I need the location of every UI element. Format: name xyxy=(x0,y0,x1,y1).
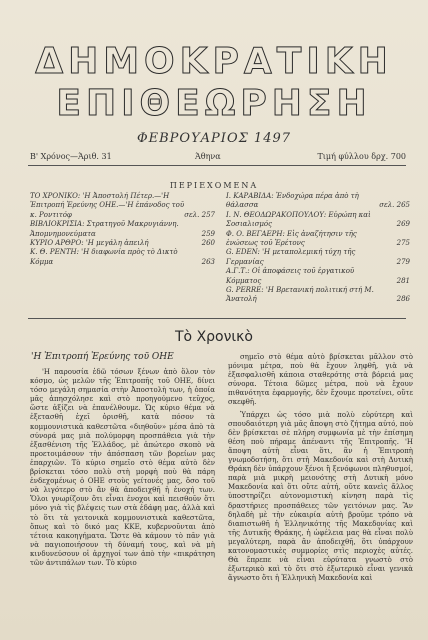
toc-entry-title: Φ. Ο. ΒΕΓΑΕΡΗ: Εἰς ἀναζήτησιν τῆς ἑνώσεως τοῦ Ἐρέτονς xyxy=(226,229,357,248)
toc-entry-page: σελ. 257 xyxy=(184,210,215,219)
toc-entry-page: σελ. 265 xyxy=(379,201,410,210)
toc-entry-title: ΚΥΡΙΟ ΑΡΘΡΟ: 'Η μεγάλη ἀπειλή xyxy=(30,239,149,248)
city: Άθηνα xyxy=(195,152,221,161)
divider xyxy=(28,165,406,166)
toc-entry-title: ΒΙΒΛΙΟΚΡΙΣΙΑ: Στρατηγοῦ Μακρυγιάννη. Ἀπομνημονεύματα xyxy=(30,220,179,238)
toc-entry-title: Ι. Ν. ΘΕΟΔΩΡΑΚΟΠΟΥΛΟΥ: Εὐρώπη καὶ Σοσιαλισμός xyxy=(226,210,371,229)
toc-entry-title: G. PERRE: 'Η Βρετανική πολιτική στή Μ. Ἀνατολή xyxy=(226,286,374,304)
toc-entry-page: 281 xyxy=(396,276,410,285)
volume-number: Β' Χρόνος—Άριθ. 31 xyxy=(30,152,112,161)
toc-entry xyxy=(226,248,410,267)
toc-entry xyxy=(30,192,215,220)
article-paragraph: Ὑπάρχει ὡς τόσο μιὰ πολὺ εὐρύτερη καὶ σπουδαιότερη γιὰ μᾶς ἄποψη στὸ ζήτημα αὐτό, ποὺ δὲν βρίσκεται σὲ πλήρη συμφωνία μὲ τὴν ἐπίσημη θέση ποὺ πήραμε ἀπέναντι τῆς Ἐπιτροπῆς. 'Η ἄποψη αὐτὴ εἶναι ὅτι, ἂν ἡ Ἐπιτροπὴ γνωμοδοτήση, ὅτι στὴ Μακεδονία καὶ στὴ Δυτικὴ Θράκη δὲν ὑπάρχουν ξένοι ἢ ξενόφωνοι πληθυσμοί, παρὰ μιὰ μικρὴ μειονότης στὴ Δυτικὴ μόνο Μακεδονία καὶ ὅτι οὔτε αὐτή, οὔτε κανεὶς ἄλλος ὑποστηρίζει αὐτονομιστικὴ κίνηση παρὰ τὶς δραστήριες προσπάθειες τῶν γειτόνων μας. Ἂν δηλαδὴ μὲ τὴν εὐκαιρία αὐτὴ βροῦμε τρόπο νὰ διαπιστωθῆ ἡ Ἑλληνικότης τῆς Μακεδονίας καὶ τῆς Δυτικῆς Θράκης, ἡ ὠφέλεια μας θὰ εἶναι πολὺ μεγαλύτερη, παρὰ ἂν ἀποδειχθῆ, ὅτι ὑπάρχουν κατονομαστικὲς συμμορίες στὶς περιοχὲς αὐτές. Θὰ ἔπρεπε νὰ εἶναι εὐρύτατα γνωστὸ στὸ ἐξωτερικὸ καὶ τὸ ὅτι στὸ ἐξωτερικὸ εἶναι γενικὰ ἄγνωστο ὅτι ἡ Ἑλληνικὴ Μακεδονία καὶ xyxy=(228,410,413,583)
toc-entry-page: 286 xyxy=(396,295,410,304)
toc-entry-page: 259 xyxy=(201,229,215,238)
toc-entry-page: 269 xyxy=(396,220,410,229)
toc-entry-title: ΤΟ ΧΡΟΝΙΚΟ: 'Η Ἀποστολή Πέτερ.—'Η Ἐπιτροπή Ἐρεύνης ΟΗΕ.—'Η ἐπάνοδος τοῦ κ. Ροντιτόφ xyxy=(30,192,185,219)
toc-right-column xyxy=(226,192,410,305)
price: Τιμή φύλλου δρχ. 700 xyxy=(317,152,406,161)
toc-left-column xyxy=(30,192,215,267)
toc-entry xyxy=(226,192,410,211)
divider xyxy=(28,318,406,319)
toc-entry-page: 275 xyxy=(396,239,410,248)
toc-entry xyxy=(226,286,410,305)
article-column-left xyxy=(30,368,215,568)
toc-entry-title: Κ. Θ. ΡΕΝΤΗ: 'Η διαφωνία πρὸς τὸ Δικτὸ Κόμμα xyxy=(30,248,178,266)
toc-entry xyxy=(30,220,215,239)
toc-entry-title: Ι. ΚΑΡΑΒΙΔΑ: Ἐνδοχώρα πέρα ἀπὸ τὴ θάλασσα xyxy=(226,192,359,210)
toc-entry-page: 260 xyxy=(201,239,215,248)
contents-heading: ΠΕΡΙΕΧΟΜΕΝΑ xyxy=(169,181,259,190)
toc-entry xyxy=(30,248,215,267)
masthead-title-line1: ΔΗΜΟΚΡΑΤΙΚΗ xyxy=(35,41,393,82)
toc-entry-title: Α.Γ.Τ.: Οἱ ἀποφάσεις τοῦ ἐργατικοῦ Κόμματος xyxy=(226,267,355,285)
toc-entry xyxy=(226,211,410,230)
article-column-right xyxy=(228,353,413,583)
toc-entry-title: G. EDEN: 'Η μεταπολεμική τύχη τῆς Γερμανίας xyxy=(226,248,356,266)
toc-entry-page: 263 xyxy=(201,257,215,266)
article-subtitle: 'Η Ἐπιτροπή Ἐρεύνης τοῦ ΟΗΕ xyxy=(31,352,174,362)
toc-entry xyxy=(226,267,410,286)
toc-entry xyxy=(226,230,410,249)
masthead-title-line2: ΕΠΙΘΕΩΡΗΣΗ xyxy=(56,83,372,124)
issue-date: ΦΕΒΡΟΥΑΡΙΟΣ 1497 xyxy=(136,131,292,146)
article-paragraph: σημεῖο στὸ θέμα αὐτὸ βρίσκεται μᾶλλον στὸ μόνιμα μέτρα, ποὺ θὰ ἔχουν ληφθῆ, γιὰ νὰ ἐξασφαλισθῆ κάποια σταθερότης στὰ βόρειά μας σύνορα. Τέτοια δῶμες μέτρα, ποὺ νὰ ἔχουν πιθανότητα ἐφαρμογῆς, δὲν ἔχουμε προτείνει, οὔτε σκεφθῆ. xyxy=(228,353,413,407)
toc-entry-page: 279 xyxy=(396,257,410,266)
article-paragraph: 'Η παρουσία ἐδῶ τόσων ξένων ἀπὸ ὅλον τὸν κόσμο, ὡς μελῶν τῆς Ἐπιτροπῆς τοῦ ΟΗΕ, δίνει τόσο μεγάλη σημασία στὴν Ἀποστολὴ των, ἡ ὁποία μᾶς ἀπησχόλησε καὶ στὸ προηγούμενο τεῦχος, ὥστε ἀξίζει νὰ ἐπανέλθουμε. Ὡς κύριο θέμα νὰ ἐξετασθῆ ἐχεῖ ὁρισθῆ, κατὰ πόσον τὰ κομμουνιστικὰ καθεστῶτα «διηθοῦν» μέσα ἀπὸ τὰ σύνορά μας μιὰ πολύμορφη προσπάθεια γιὰ τὴν ἐξασθένιση τῆς Ἑλλάδος, μὲ ἀπώτερο σκοπὸ νὰ προετοιμάσουν τὴν ἀπόσπαση τῶν βορείων μας ἐπαρχιῶν. Τὸ κύριο σημεῖο στὸ θέμα αὐτὸ δὲν βρίσκεται τόσο πολὺ στὴ μορφὴ ποὺ θὰ πάρη ἐνδεχομένως ὁ ΟΗΕ στοὺς γείτονές μας, ὅσο τοῦ νὰ λιγότερο στὸ ἂν θὰ ἀποδειχθῆ ἡ ἐνοχή των. Ὅλοι γνωρίζουν ὅτι εἶναι ἐνοχοι καὶ πεισθοῦν ὅτι μόνο γιὰ τὶς βλέψεις των στὰ ἐδάφη μας, ἀλλὰ καὶ τὸ ὅτι τὰ γειτονικὰ κομμουνιστικὰ καθεστῶτα, ὅπως καὶ τὸ δικό μας ΚΚΕ, κυβερνοῦνται ἀπὸ τέτοια κακοηγήματα. Ὥστε θὰ κάμουν τὸ πᾶν γιὰ νὰ παγιοποιήσουν τὴ δύναμή τους, καὶ νὰ μὴ κινδυνεύσουν οἱ ἀρχηγοί των ἀπὸ τὴν «πικράτηση τῶν ἀντιπάλων των. Τὸ κύριο xyxy=(30,368,215,567)
section-title: Τὸ Χρονικὸ xyxy=(175,329,253,345)
